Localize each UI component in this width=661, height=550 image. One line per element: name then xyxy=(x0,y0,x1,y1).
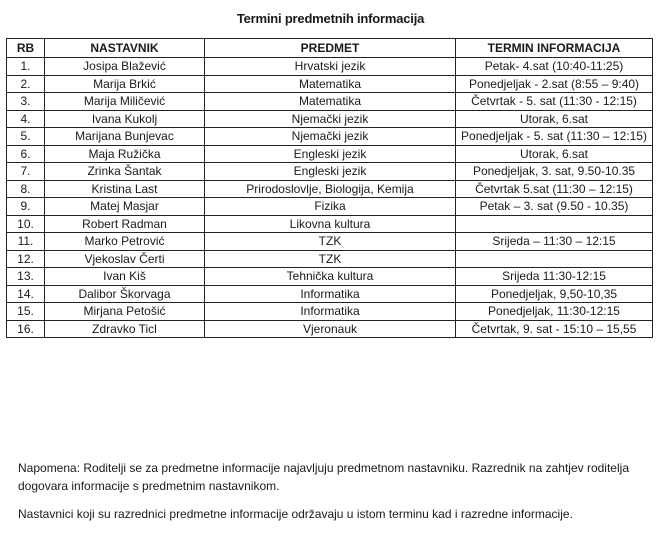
cell-nastavnik: Zrinka Šantak xyxy=(45,163,205,181)
notes-section xyxy=(18,459,648,533)
cell-nastavnik: Marko Petrović xyxy=(45,233,205,251)
cell-predmet: Njemački jezik xyxy=(205,128,456,146)
header-nastavnik: NASTAVNIK xyxy=(45,39,205,58)
cell-predmet: Njemački jezik xyxy=(205,110,456,128)
document-title: Termini predmetnih informacija xyxy=(236,11,425,26)
cell-rb: 16. xyxy=(7,320,45,338)
table-row xyxy=(7,198,653,216)
cell-rb: 2. xyxy=(7,75,45,93)
cell-rb: 10. xyxy=(7,215,45,233)
cell-nastavnik: Ivana Kukolj xyxy=(45,110,205,128)
cell-nastavnik: Zdravko Ticl xyxy=(45,320,205,338)
cell-predmet: Informatika xyxy=(205,285,456,303)
cell-nastavnik: Kristina Last xyxy=(45,180,205,198)
cell-rb: 12. xyxy=(7,250,45,268)
cell-nastavnik: Vjekoslav Čerti xyxy=(45,250,205,268)
cell-nastavnik: Maja Ružička xyxy=(45,145,205,163)
cell-rb: 8. xyxy=(7,180,45,198)
schedule-table xyxy=(6,38,653,338)
cell-termin xyxy=(456,215,653,233)
cell-predmet: TZK xyxy=(205,250,456,268)
cell-termin: Ponedjeljak, 9,50-10,35 xyxy=(456,285,653,303)
cell-nastavnik: Marijana Bunjevac xyxy=(45,128,205,146)
cell-rb: 14. xyxy=(7,285,45,303)
header-termin: TERMIN INFORMACIJA xyxy=(456,39,653,58)
cell-predmet: TZK xyxy=(205,233,456,251)
cell-rb: 13. xyxy=(7,268,45,286)
cell-predmet: Informatika xyxy=(205,303,456,321)
header-predmet: PREDMET xyxy=(205,39,456,58)
cell-rb: 1. xyxy=(7,58,45,76)
cell-predmet: Vjeronauk xyxy=(205,320,456,338)
table-header-row xyxy=(7,39,653,58)
cell-termin: Četvrtak - 5. sat (11:30 - 12:15) xyxy=(456,93,653,111)
cell-rb: 4. xyxy=(7,110,45,128)
cell-termin xyxy=(456,250,653,268)
cell-nastavnik: Josipa Blažević xyxy=(45,58,205,76)
cell-predmet: Tehnička kultura xyxy=(205,268,456,286)
table-row xyxy=(7,128,653,146)
cell-rb: 6. xyxy=(7,145,45,163)
cell-predmet: Hrvatski jezik xyxy=(205,58,456,76)
cell-predmet: Matematika xyxy=(205,93,456,111)
cell-nastavnik: Marija Miličević xyxy=(45,93,205,111)
table-row xyxy=(7,110,653,128)
cell-termin: Ponedjeljak - 2.sat (8:55 – 9:40) xyxy=(456,75,653,93)
table-row xyxy=(7,163,653,181)
cell-rb: 9. xyxy=(7,198,45,216)
cell-predmet: Fizika xyxy=(205,198,456,216)
table-row xyxy=(7,180,653,198)
table-row xyxy=(7,145,653,163)
cell-predmet: Likovna kultura xyxy=(205,215,456,233)
table-row xyxy=(7,285,653,303)
cell-rb: 11. xyxy=(7,233,45,251)
cell-termin: Utorak, 6.sat xyxy=(456,145,653,163)
table-row xyxy=(7,268,653,286)
cell-termin: Ponedjeljak - 5. sat (11:30 – 12:15) xyxy=(456,128,653,146)
table-row xyxy=(7,93,653,111)
table-row xyxy=(7,233,653,251)
header-rb: RB xyxy=(7,39,45,58)
cell-rb: 3. xyxy=(7,93,45,111)
cell-predmet: Engleski jezik xyxy=(205,145,456,163)
table-row xyxy=(7,320,653,338)
cell-termin: Ponedjeljak, 11:30-12:15 xyxy=(456,303,653,321)
cell-termin: Ponedjeljak, 3. sat, 9.50-10.35 xyxy=(456,163,653,181)
cell-nastavnik: Ivan Kiš xyxy=(45,268,205,286)
cell-termin: Petak- 4.sat (10:40-11:25) xyxy=(456,58,653,76)
table-row xyxy=(7,58,653,76)
cell-predmet: Matematika xyxy=(205,75,456,93)
note-napomena: Napomena: Roditelji se za predmetne informacije najavljuju predmetnom nastavniku. Razrednik na zahtjev roditelja dogovara informacije s predmetnim nastavnikom. xyxy=(18,461,629,493)
table-row xyxy=(7,303,653,321)
cell-nastavnik: Mirjana Petošić xyxy=(45,303,205,321)
cell-termin: Srijeda 11:30-12:15 xyxy=(456,268,653,286)
cell-rb: 15. xyxy=(7,303,45,321)
cell-termin: Utorak, 6.sat xyxy=(456,110,653,128)
table-row xyxy=(7,75,653,93)
cell-termin: Petak – 3. sat (9.50 - 10.35) xyxy=(456,198,653,216)
cell-termin: Četvrtak, 9. sat - 15:10 – 15,55 xyxy=(456,320,653,338)
cell-nastavnik: Dalibor Škorvaga xyxy=(45,285,205,303)
cell-nastavnik: Matej Masjar xyxy=(45,198,205,216)
cell-termin: Srijeda – 11:30 – 12:15 xyxy=(456,233,653,251)
table-row xyxy=(7,250,653,268)
cell-predmet: Prirodoslovlje, Biologija, Kemija xyxy=(205,180,456,198)
cell-termin: Četvrtak 5.sat (11:30 – 12:15) xyxy=(456,180,653,198)
cell-rb: 5. xyxy=(7,128,45,146)
cell-rb: 7. xyxy=(7,163,45,181)
cell-nastavnik: Robert Radman xyxy=(45,215,205,233)
cell-nastavnik: Marija Brkić xyxy=(45,75,205,93)
table-row xyxy=(7,215,653,233)
note-razrednici: Nastavnici koji su razrednici predmetne informacije održavaju u istom terminu kad i razredne informacije. xyxy=(18,507,573,521)
cell-predmet: Engleski jezik xyxy=(205,163,456,181)
